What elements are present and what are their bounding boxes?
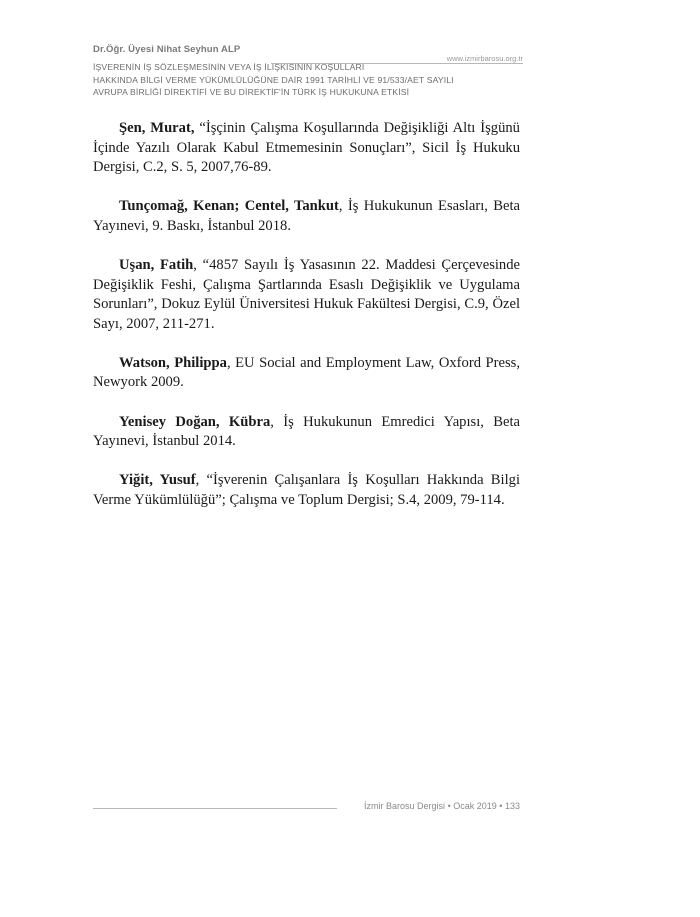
entry-author: Yenisey Doğan, Kübra: [119, 413, 271, 430]
entry-text: , İş Hukukunun Esasları, Beta Yayınevi, 9. Baskı, İstanbul 2018.: [93, 198, 520, 234]
footer-rule: [93, 808, 337, 809]
header-author: Dr.Öğr. Üyesi Nihat Seyhun ALP: [93, 44, 241, 55]
entry-author: Tunçomağ, Kenan; Centel, Tankut: [119, 198, 339, 215]
entry-text: , İş Hukukunun Emredici Yapısı, Beta Yayınevi, İstanbul 2014.: [93, 413, 520, 450]
entry-text: , “4857 Sayılı İş Yasasının 22. Maddesi Çerçevesinde Değişiklik Feshi, Çalışma Şartlarında Esaslı Değişiklik ve Uygulama Sorunları”, Dokuz Eylül Üniversitesi Hukuk Fakültesi Dergisi, C.9, Özel Sayı, 2007, 211-271.: [93, 256, 520, 332]
bibliography-entry: [93, 354, 520, 393]
bibliography-entry: [93, 471, 520, 510]
bibliography-entry: [93, 256, 520, 334]
page-footer: [364, 801, 520, 811]
footer-separator: •: [499, 801, 503, 811]
bibliography-entry: [93, 197, 520, 236]
page-header: [93, 44, 523, 99]
bibliography-list: [93, 119, 520, 530]
header-title-line: AVRUPA BİRLİĞİ DİREKTİFİ VE BU DİREKTİF'İN TÜRK İŞ HUKUKUNA ETKİSİ: [93, 87, 410, 97]
entry-text: , EU Social and Employment Law, Oxford Press, Newyork 2009.: [93, 354, 520, 391]
entry-author: Şen, Murat,: [119, 120, 195, 136]
header-website: www.izmirbarosu.org.tr: [446, 54, 523, 63]
entry-author: Watson, Philippa: [119, 354, 227, 371]
footer-separator: •: [447, 801, 451, 811]
bibliography-entry: [93, 413, 520, 452]
entry-author: Uşan, Fatih: [119, 256, 194, 273]
entry-text: , “İşverenin Çalışanlara İş Koşulları Hakkında Bilgi Verme Yükümlülüğü”; Çalışma ve Toplum Dergisi; S.4, 2009, 79-114.: [93, 472, 520, 508]
bibliography-entry: [93, 119, 520, 178]
header-title-line: HAKKINDA BİLGİ VERME YÜKÜMLÜLÜĞÜNE DAİR 1991 TARİHLİ VE 91/533/AET SAYILI: [93, 74, 454, 85]
header-rule: [271, 63, 523, 64]
footer-journal: İzmir Barosu Dergisi: [364, 801, 446, 811]
page-number: 133: [504, 801, 520, 811]
footer-issue: Ocak 2019: [453, 801, 497, 811]
header-title-line: İŞVERENİN İŞ SÖZLEŞMESİNİN VEYA İŞ İLİŞKİSİNİN KOŞULLARI: [93, 62, 365, 72]
entry-text: “İşçinin Çalışma Koşullarında Değişikliği Altı İşgünü İçinde Yazılı Olarak Kabul Etmemesinin Sonuçları”, Sicil İş Hukuku Dergisi, C.2, S. 5, 2007,76-89.: [93, 120, 520, 176]
entry-author: Yiğit, Yusuf: [119, 472, 196, 489]
header-article-title: [93, 61, 523, 99]
